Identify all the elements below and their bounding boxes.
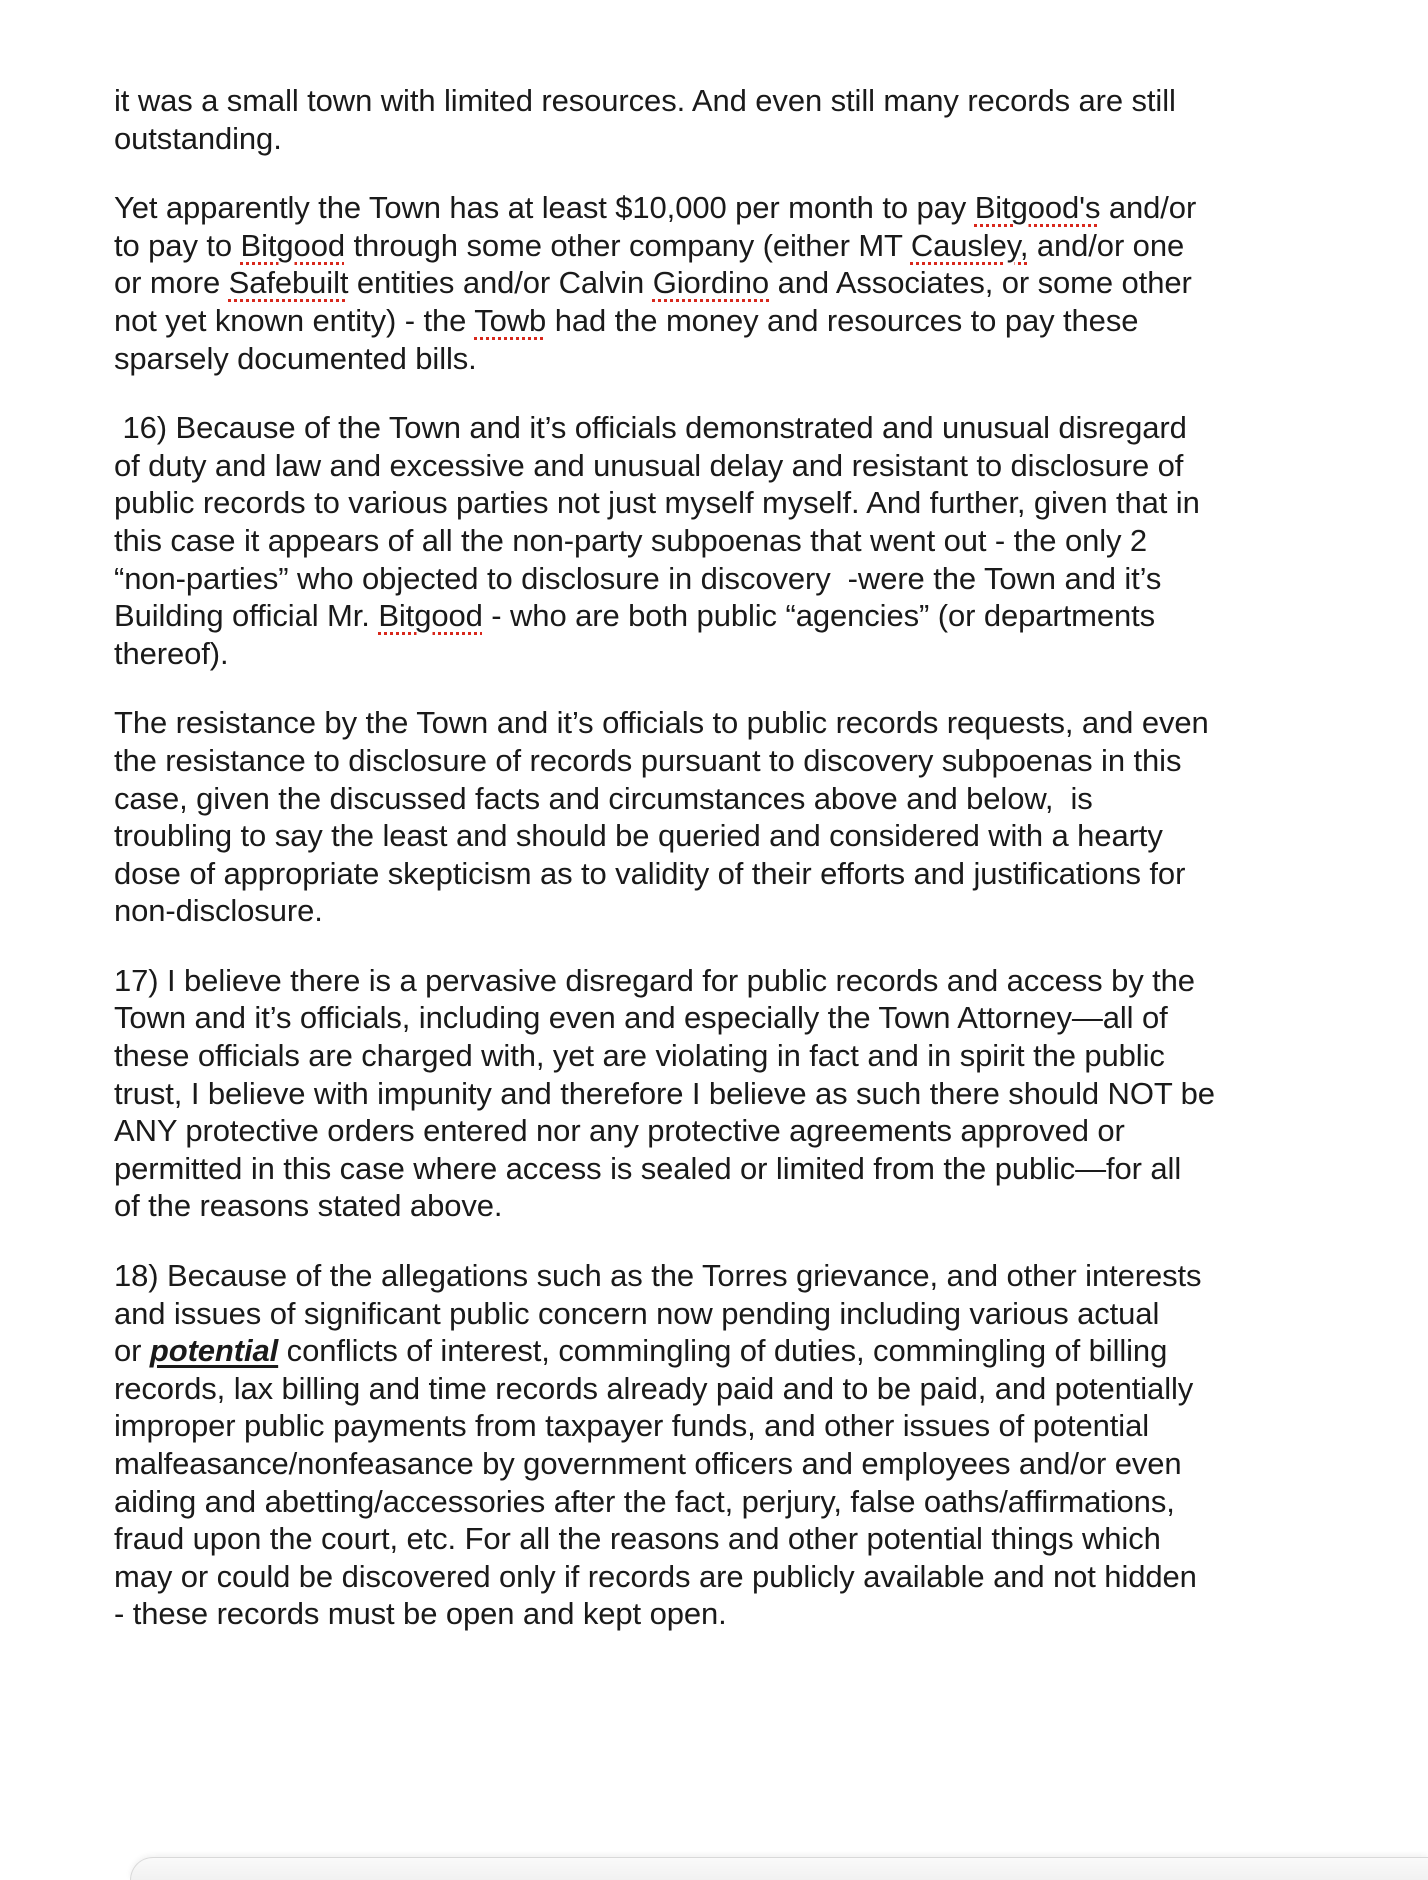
paragraph-3-item-16 (114, 409, 1294, 672)
text-run: it was a small town with limited resources. And even still many records are still outstanding. (114, 83, 1176, 156)
text-run: The resistance by the Town and it’s officials to public records requests, and even the resistance to disclosure of records pursuant to discovery subpoenas in this case, given the discussed facts and circumstances above and below, is troubling to say the least and should be queried and considered with a hearty dose of appropriate skepticism as to validity of their efforts and justifications for non-disclosure. (114, 705, 1209, 929)
paragraph-5-item-17 (114, 962, 1294, 1225)
misspelled-word: Bitgood (378, 598, 483, 634)
text-run: and/or to pay to (114, 190, 1197, 263)
text-run: through some other company (either MT (344, 227, 911, 263)
text-run: and/or one or more (114, 227, 1185, 301)
misspelled-word: Giordino (652, 265, 770, 301)
paragraph-4 (114, 704, 1294, 930)
paragraph-2 (114, 189, 1294, 377)
misspelled-word: Causley, (910, 227, 1029, 263)
text-run: 17) I believe there is a pervasive disregard for public records and access by the Town and it’s officials, including even and especially the Town Attorney—all of these officials are charged with, yet are violating in fact and in spirit the public trust, I believe with impunity and therefore I believe as such there should NOT be ANY protective orders entered nor any protective agreements approved or permitted in this case where access is sealed or limited from the public—for all of the reasons stated above. (114, 962, 1215, 1224)
text-run: Yet apparently the Town has at least $10,000 per month to pay (114, 190, 975, 226)
misspelled-word: Bitgood (240, 227, 345, 263)
misspelled-word: Towb (474, 302, 547, 338)
text-run: - who are both public “agencies” (or departments thereof). (114, 598, 1156, 671)
text-run: and Associates, or some other not yet known entity) - the (114, 265, 1192, 338)
text-run: had the money and resources to pay these sparsely documented bills. (114, 302, 1139, 376)
paragraph-1 (114, 82, 1294, 157)
text-run: conflicts of interest, commingling of duties, commingling of billing records, lax billing and time records already paid and to be paid, and potentially improper public payments from taxpayer funds, and other issues of potential malfeasance/nonfeasance by government officers and employees and/or even aiding and abetting/accessories after the fact, perjury, false oaths/affirmations, fraud upon the court, etc. For all the reasons and other potential things which may or could be discovered only if records are publicly available and not hidden - these records must be open and kept open. (114, 1333, 1197, 1632)
misspelled-word: Bitgood's (974, 190, 1101, 226)
text-run: 16) Because of the Town and it’s officials demonstrated and unusual disregard of duty and law and excessive and unusual delay and resistant to disclosure of public records to various parties not just myself myself. And further, given that in this case it appears of all the non-party subpoenas that went out - the only 2 “non-parties” who objected to disclosure in discovery -were the Town and it’s Building official Mr. (114, 410, 1200, 634)
emphasized-word: potential (149, 1333, 279, 1369)
document-body[interactable] (114, 82, 1294, 1665)
text-run: entities and/or Calvin (348, 265, 653, 301)
paragraph-6-item-18 (114, 1257, 1294, 1633)
next-page-edge (130, 1857, 1428, 1880)
misspelled-word: Safebuilt (228, 265, 349, 301)
text-run: 18) Because of the allegations such as the Torres grievance, and other interests and issues of significant public concern now pending including various actual or (114, 1258, 1202, 1369)
